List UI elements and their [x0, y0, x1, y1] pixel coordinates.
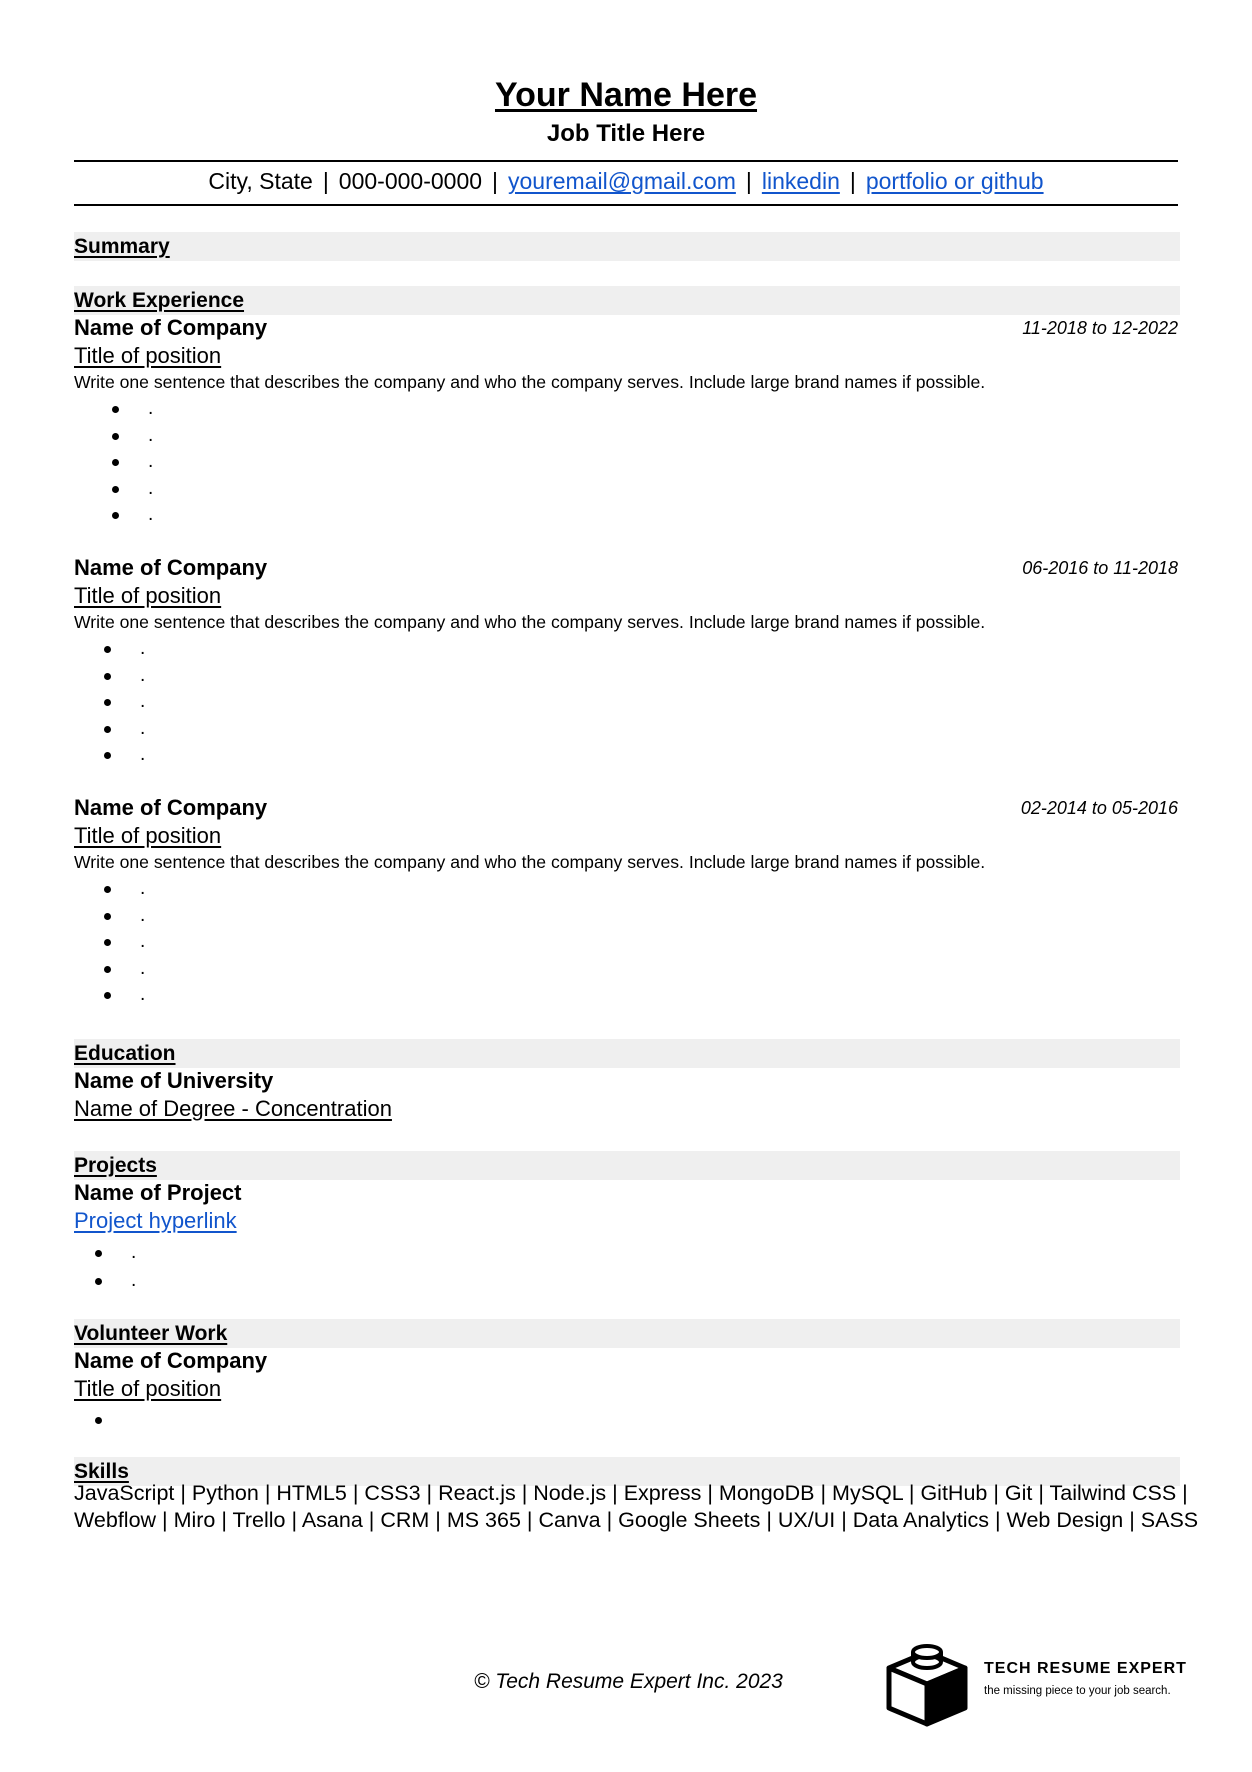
- job-company: Name of Company: [74, 555, 268, 580]
- summary-heading: Summary: [74, 235, 170, 258]
- contact-separator: |: [745, 168, 752, 194]
- resume-page: Your Name Here Job Title Here City, State | 000-000-0000 | youremail@gmail.com | linkedin | portfolio or github Summary Work Experience Name of Company 11-2018 to 12-2022 Title of position Write one sentence that describes the company and who the company serves. Include large brand names if possible. . . . . . Name of Company 06-2016 to 11-2018 Title of position Write one sentence that describes the company and who the company serves. Include large brand names if possible. . . . . . Name of Company 02-2014 to 05-2016 Title of position Write one sentence that describes the company and who the company serves. Include large brand names if possible. . . . . . Education Name of University Name of Degree - Concentration Projects Name of Project Project hyperlink . . Volunteer Work Name of Company Title of position Skills JavaScript | Python | HTML5 | CSS3 | React.js | Node.js | Express | MongoDB | MySQL | GitHub | Git | Tailwind CSS | Webflow | Miro | Trello | Asana | CRM | MS 365 | Canva | Google Sheets | UX/UI | Data Analytics | Web Design | SASS © Tech Resume Expert Inc. 2023 TECH RESUME EXPERT the missing piece to your job search.: [74, 0, 1178, 1772]
- contact-location: City, State: [208, 168, 313, 194]
- projects-section-bar: [74, 1151, 1180, 1180]
- copyright-text: © Tech Resume Expert Inc. 2023: [474, 1670, 783, 1693]
- projects-heading: Projects: [74, 1154, 157, 1177]
- bullet-icon: [104, 726, 111, 733]
- volunteer-section-bar: [74, 1319, 1180, 1348]
- summary-section-bar: [74, 232, 1180, 261]
- job-company: Name of Company: [74, 795, 268, 820]
- education-heading: Education: [74, 1042, 176, 1065]
- skills-heading: Skills: [74, 1460, 129, 1483]
- bullet-icon: [104, 966, 111, 973]
- job-dates: 11-2018 to 12-2022: [1022, 318, 1178, 338]
- bullet-icon: [95, 1417, 102, 1424]
- bullet-icon: [104, 646, 111, 653]
- bullet-icon: [104, 752, 111, 759]
- job-company: Name of Company: [74, 315, 268, 340]
- candidate-job-title: Job Title Here: [546, 120, 706, 147]
- lego-brick-icon: [879, 1638, 975, 1728]
- job-description: Write one sentence that describes the company and who the company serves. Include large brand names if possible.: [74, 612, 986, 632]
- bullet-icon: [112, 433, 119, 440]
- bullet-icon: [104, 913, 111, 920]
- candidate-name: Your Name Here: [494, 76, 758, 114]
- job-position: Title of position: [74, 583, 222, 608]
- skills-line: Webflow | Miro | Trello | Asana | CRM | MS 365 | Canva | Google Sheets | UX/UI | Data Analytics | Web Design | SASS: [74, 1508, 1199, 1532]
- portfolio-link[interactable]: portfolio or github: [865, 168, 1044, 194]
- bullet-icon: [112, 512, 119, 519]
- job-dates: 06-2016 to 11-2018: [1022, 558, 1178, 578]
- bullet-icon: [112, 406, 119, 413]
- bullet-icon: [95, 1278, 102, 1285]
- contact-separator: |: [492, 168, 499, 194]
- header-bottom-divider: [74, 204, 1178, 206]
- contact-separator: |: [849, 168, 856, 194]
- bullet-icon: [104, 673, 111, 680]
- volunteer-position: Title of position: [74, 1376, 222, 1401]
- skills-list: [74, 1480, 1199, 1534]
- bullet-icon: [95, 1250, 102, 1257]
- job-position: Title of position: [74, 823, 222, 848]
- logo-tagline: the missing piece to your job search.: [984, 1685, 1171, 1697]
- bullet-icon: [104, 886, 111, 893]
- job-dates: 02-2014 to 05-2016: [1020, 798, 1178, 818]
- job-position: Title of position: [74, 343, 222, 368]
- bullet-icon: [104, 699, 111, 706]
- job-description: Write one sentence that describes the company and who the company serves. Include large brand names if possible.: [74, 852, 986, 872]
- project-link[interactable]: Project hyperlink: [74, 1208, 237, 1233]
- bullet-icon: [112, 486, 119, 493]
- bullet-icon: [104, 939, 111, 946]
- volunteer-company: Name of Company: [74, 1348, 268, 1373]
- contact-separator: |: [322, 168, 329, 194]
- work-experience-heading: Work Experience: [74, 289, 245, 312]
- volunteer-heading: Volunteer Work: [74, 1322, 228, 1345]
- university-name: Name of University: [74, 1068, 274, 1093]
- degree-name: Name of Degree - Concentration: [74, 1096, 392, 1121]
- education-section-bar: [74, 1039, 1180, 1068]
- job-description: Write one sentence that describes the company and who the company serves. Include large brand names if possible.: [74, 372, 986, 392]
- contact-phone: 000-000-0000: [338, 168, 483, 194]
- bullet-icon: [104, 992, 111, 999]
- header-top-divider: [74, 160, 1178, 162]
- email-link[interactable]: youremail@gmail.com: [508, 168, 736, 194]
- linkedin-link[interactable]: linkedin: [761, 168, 840, 194]
- skills-line: JavaScript | Python | HTML5 | CSS3 | React.js | Node.js | Express | MongoDB | MySQL | GitHub | Git | Tailwind CSS |: [74, 1481, 1188, 1505]
- logo-wordmark: TECH RESUME EXPERT: [984, 1660, 1187, 1677]
- bullet-icon: [112, 459, 119, 466]
- project-name: Name of Project: [74, 1180, 242, 1205]
- contact-line: [74, 168, 1178, 195]
